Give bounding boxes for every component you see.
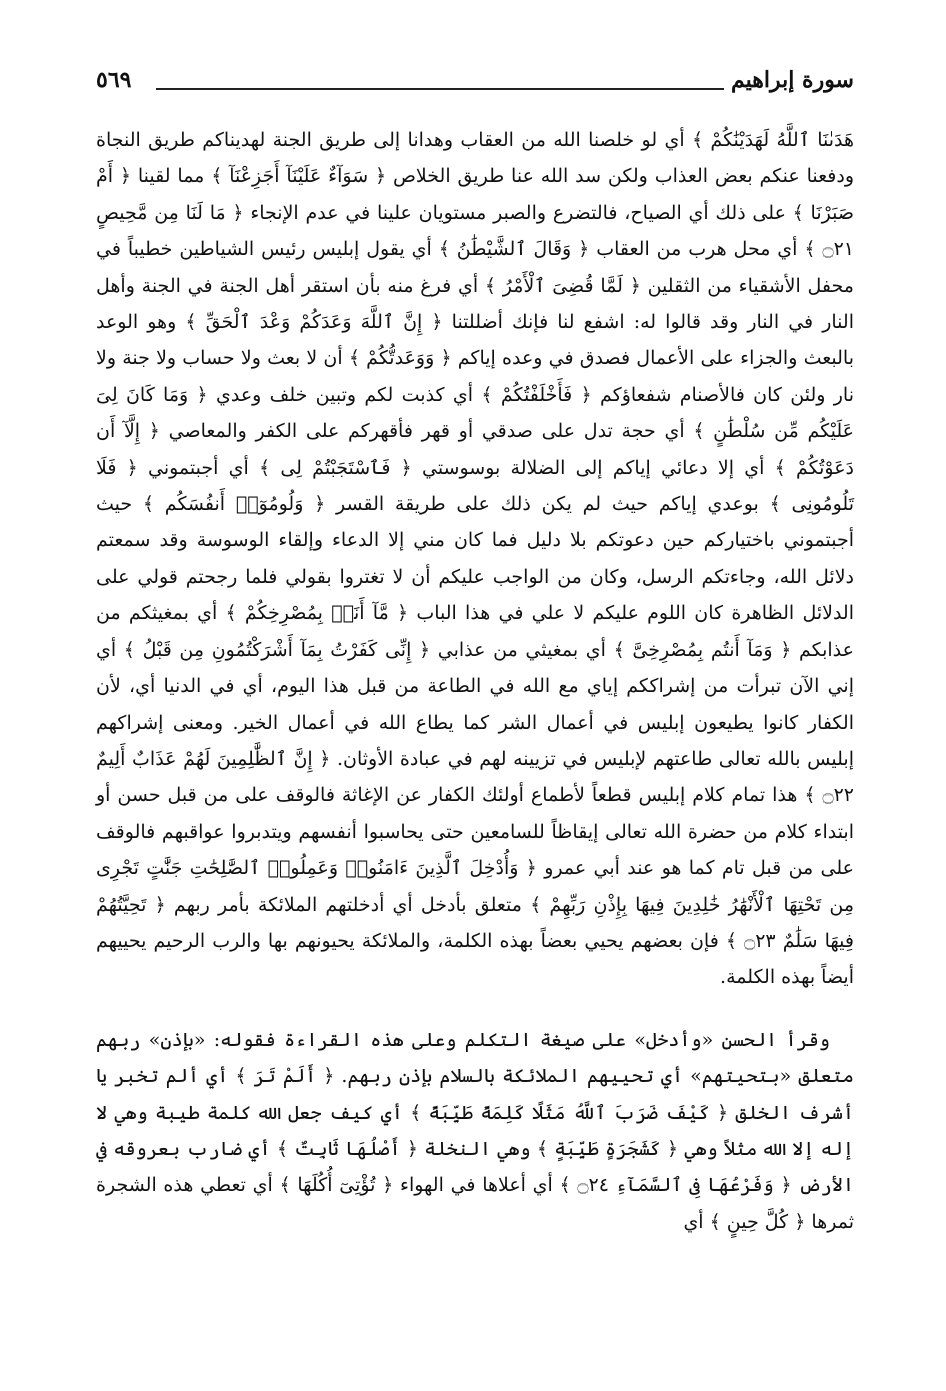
surah-title: سورة إبراهيم [731,67,854,93]
page-body [96,122,854,1240]
commentary-paragraph-1: هَدَىٰنَا ٱللَّهُ لَهَدَيْنَٰكُمْ ﴾ أي لو خلصنا الله من العقاب وهدانا إلى طريق الجنة لهديناكم طريق النجاة ودفعنا عنكم بعض العذاب ولكن سد الله عنا طريق الخلاص ﴿ سَوَآءٌ عَلَيْنَآ أَجَزِعْنَآ ﴾ مما لقينا ﴿ أَمْ صَبَرْنَا ﴾ على ذلك أي الصياح، فالتضرع والصبر مستويان علينا في عدم الإنجاء ﴿ مَا لَنَا مِن مَّحِيصٍ ۝٢١ ﴾ أي محل هرب من العقاب ﴿ وَقَالَ ٱلشَّيْطَٰنُ ﴾ أي يقول إبليس رئيس الشياطين خطيباً في محفل الأشقياء من الثقلين ﴿ لَمَّا قُضِىَ ٱلْأَمْرُ ﴾ أي فرغ منه بأن استقر أهل الجنة في الجنة وأهل النار في النار وقد قالوا له: اشفع لنا فإنك أضللتنا ﴿ إِنَّ ٱللَّهَ وَعَدَكُمْ وَعْدَ ٱلْحَقِّ ﴾ وهو الوعد بالبعث والجزاء على الأعمال فصدق في وعده إياكم ﴿ وَوَعَدتُّكُمْ ﴾ أن لا بعث ولا حساب ولا جنة ولا نار ولئن كان فالأصنام شفعاؤكم ﴿ فَأَخْلَفْتُكُمْ ﴾ أي كذبت لكم وتبين خلف وعدي ﴿ وَمَا كَانَ لِىَ عَلَيْكُم مِّن سُلْطَٰنٍ ﴾ أي حجة تدل على صدقي أو قهر فأقهركم على الكفر والمعاصي ﴿ إِلَّآ أَن دَعَوْتُكُمْ ﴾ أي إلا دعائي إياكم إلى الضلالة بوسوستي ﴿ فَٱسْتَجَبْتُمْ لِى ﴾ أي أجبتموني ﴿ فَلَا تَلُومُونِى ﴾ بوعدي إياكم حيث لم يكن ذلك على طريقة القسر ﴿ وَلُومُوٓا۟ أَنفُسَكُم ﴾ حيث أجبتموني باختياركم حين دعوتكم بلا دليل فما كان مني إلا الدعاء وإلقاء الوسوسة وقد سمعتم دلائل الله، وجاءتكم الرسل، وكان من الواجب عليكم أن لا تغتروا بقولي فلما رجحتم قولي على الدلائل الظاهرة كان اللوم عليكم لا علي في هذا الباب ﴿ مَّآ أَنَا۠ بِمُصْرِخِكُمْ ﴾ أي بمغيثكم من عذابكم ﴿ وَمَآ أَنتُم بِمُصْرِخِىَّ ﴾ أي بمغيثي من عذابي ﴿ إِنِّى كَفَرْتُ بِمَآ أَشْرَكْتُمُونِ مِن قَبْلُ ﴾ أي إني الآن تبرأت من إشراككم إياي مع الله في الطاعة من قبل هذا اليوم، أي في الدنيا أي، لأن الكفار كانوا يطيعون إبليس في أعمال الشر كما يطاع الله في أعمال الخير. ومعنى إشراكهم إبليس بالله تعالى طاعتهم لإبليس في تزيينه لهم في عبادة الأوثان. ﴿ إِنَّ ٱلظَّٰلِمِينَ لَهُمْ عَذَابٌ أَلِيمٌ ۝٢٢ ﴾ هذا تمام كلام إبليس قطعاً لأطماع أولئك الكفار عن الإغاثة فالوقف على من قبل حسن أو ابتداء كلام من حضرة الله تعالى إيقاظاً للسامعين حتى يحاسبوا أنفسهم ويتدبروا عواقبهم فالوقف على من قبل تام كما هو عند أبي عمرو ﴿ وَأُدْخِلَ ٱلَّذِينَ ءَامَنُوا۟ وَعَمِلُوا۟ ٱلصَّٰلِحَٰتِ جَنَّٰتٍ تَجْرِى مِن تَحْتِهَا ٱلْأَنْهَٰرُ خَٰلِدِينَ فِيهَا بِإِذْنِ رَبِّهِمْ ﴾ متعلق بأدخل أي أدخلتهم الملائكة بأمر ربهم ﴿ تَحِيَّتُهُمْ فِيهَا سَلَٰمٌ ۝٢٣ ﴾ فإن بعضهم يحيي بعضاً بهذه الكلمة، والملائكة يحيونهم بها والرب الرحيم يحييهم أيضاً بهذه الكلمة. [96,129,854,989]
header-rule [156,88,724,90]
page-number: ٥٦٩ [96,67,132,93]
commentary-paragraph-2: وقرأ الحسن «وأدخل» على صيغة التكلم وعلى هذه القراءة فقوله: «بإذن» ربهم متعلق «بتحيتهم» أي تحييهم الملائكة بالسلام بإذن ربهم. ﴿ أَلَمْ تَرَ ﴾ أي ألم تخبر يا أشرف الخلق ﴿ كَيْفَ ضَرَبَ ٱللَّهُ مَثَلًا كَلِمَةً طَيِّبَةً ﴾ أي كيف جعل الله كلمة طيبة وهي لا إله إلا الله مثلاً وهي ﴿ كَشَجَرَةٍ طَيِّبَةٍ ﴾ وهي النخلة ﴿ أَصْلُهَا ثَابِتٌ ﴾ أي ضارب بعروقه في الأرض ﴿ وَفَرْعُهَا فِى ٱلسَّمَآءِ ۝٢٤ ﴾ أي أعلاها في الهواء ﴿ تُؤْتِىٓ أُكُلَهَا ﴾ أي تعطي هذه الشجرة ثمرها ﴿ كُلَّ حِينٍ ﴾ أي [96,1028,854,1233]
page-header [96,66,854,98]
